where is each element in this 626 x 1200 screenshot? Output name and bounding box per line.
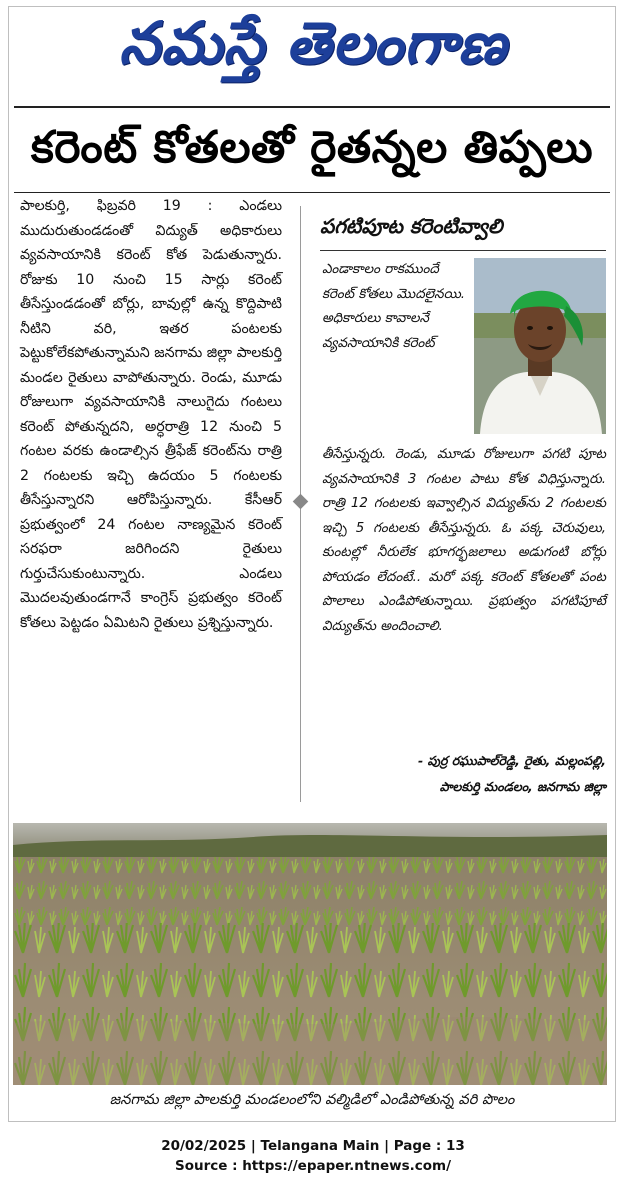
headline-top-rule <box>14 106 610 108</box>
masthead-title: నమస్తే తెలంగాణ <box>119 8 507 77</box>
sidebar-quote-top-text: ఎండాకాలం రాకముందే కరెంట్ కోతలు మొదలైనయి. అధికారులు కావాలనే వ్యవసాయానికి కరెంట్ <box>322 262 466 351</box>
masthead <box>0 8 626 92</box>
paddy-field-image <box>13 823 607 1085</box>
photo-caption: జనగామ జిల్లా పాలకుర్తి మండలంలోని వల్మిడిలో ఎండిపోతున్న వరి పొలం <box>109 1092 515 1108</box>
headline-bottom-rule <box>14 192 610 193</box>
sidebar-quote-bottom-text: తీసేస్తున్నరు. రెండు, మూడు రోజులుగా పగటి పూట వ్యవసాయానికి 3 గంటల పాటు కోత విధిస్తున్నారు. రాత్రి 12 గంటలకు ఇవ్వాల్సిన విద్యుత్‌ను 2 గంటలకు ఇచ్చి 5 గంటలకు తీసేస్తున్నరు. ఓ పక్క చెరువులు, కుంటల్లో నీరులేక భూగర్భజలాలు అడుగంటి బోర్లు పోయడం లేదంటే.. మరో పక్క కరెంట్ కోతలతో పంట పొలాలు ఎండిపోతున్నాయి. ప్రభుత్వం పగటిపూటే విద్యుత్‌ను అందించాలి. <box>322 447 606 634</box>
paddy-field-photo <box>13 823 607 1085</box>
farmer-portrait-photo <box>474 258 606 434</box>
sidebar-quote-bottom <box>322 443 606 639</box>
sidebar-title: పగటిపూట కరెంటివ్వాలి <box>320 214 503 238</box>
farmer-portrait-image <box>474 258 606 434</box>
article-body-text: పాలకుర్తి, ఫిబ్రవరి 19 : ఎండలు ముదురుతుండడంతో విద్యుత్ అధికారులు వ్యవసాయానికి కరెంట్ కోత పెడుతున్నారు. రోజుకు 10 నుంచి 15 సార్లు కరెంట్ తీసేస్తుండడంతో బోర్లు, బావుల్లో ఉన్న కొద్దిపాటి నీటిని వరి, ఇతర పంటలకు పెట్టుకోలేకపోతున్నామని జనగామ జిల్లా పాలకుర్తి మండల రైతులు వాపోతున్నారు. రెండు, మూడు రోజులుగా వ్యవసాయానికి నాలుగైదు గంటలు కరెంట్ పోతున్నదని, అర్ధరాత్రి 12 నుంచి 5 గంటల వరకు ఉండాల్సిన త్రీఫేజ్ కరెంట్‌ను రాత్రి 2 గంటలకు ఇచ్చి ఉదయం 5 గంటలకు తీసేస్తున్నారని ఆరోపిస్తున్నారు. కేసీఆర్ ప్రభుత్వంలో 24 గంటల నాణ్యమైన కరెంట్ సరఫరా జరిగిందని రైతులు గుర్తుచేసుకుంటున్నారు. ఎండలు మొదలవుతుండగానే కాంగ్రెస్ ప్రభుత్వం కరెంట్ కోతలు పెట్టడం ఏమిటని రైతులు ప్రశ్నిస్తున్నారు. <box>20 198 282 631</box>
sidebar-credit <box>330 748 606 800</box>
headline: కరెంట్ కోతలతో రైతన్నల తిప్పలు <box>30 122 594 173</box>
sidebar-credit-line1: - పుర్ర రఘుపాల్‌రెడ్డి, రైతు, మల్లంపల్లి, <box>417 753 606 768</box>
sidebar-credit-line2: పాలకుర్తి మండలం, జనగామ జిల్లా <box>439 779 606 794</box>
footer-source-line: Source : https://epaper.ntnews.com/ <box>174 1158 452 1174</box>
footer <box>0 1136 626 1176</box>
article-body <box>20 194 282 806</box>
footer-edition-line: 20/02/2025 | Telangana Main | Page : 13 <box>161 1138 465 1154</box>
sidebar-rule <box>320 250 606 251</box>
sidebar-quote-top <box>322 258 468 356</box>
